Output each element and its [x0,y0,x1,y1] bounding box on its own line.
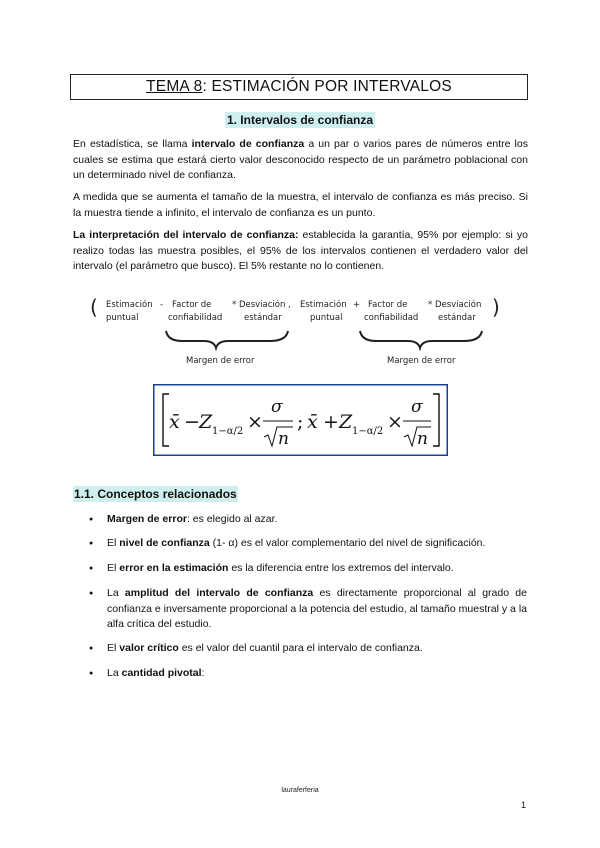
formula-z-2: Z [339,411,353,433]
formula-z-1: Z [199,411,213,433]
p1-text-c: a un par o varios pares de números entre los cuales se estima que estará cierto valor desconocido respecto de un parámetro poblacional con un determinado nivel de confianza. [73,138,528,181]
p1-bold: intervalo de confianza [191,138,305,150]
diagram-plus: + [353,300,361,310]
bullet-5-bold: valor crítico [119,642,179,654]
bullet-5-pre: El [107,642,120,654]
p3-text: establecida la garantía, 95% por ejemplo: si yo realizo todas las muestra posibles, el 95% de los intervalos contienen el verdadero valor del intervalo (el parámetro que busco). El 5% restante no lo contienen. [73,229,528,272]
bullet-6-pre: La [107,667,122,679]
bullet-3-bold: error en la estimación [119,562,229,574]
formula-sigma-1: σ [271,397,283,417]
bullet-5-text: es el valor del cuantil para el intervalo de confianza. [178,642,423,654]
p2-text: A medida que se aumenta el tamaño de la muestra, el intervalo de confianza es más preciso. Si la muestra tiende a infinito, el intervalo de confianza es un punto. [73,191,528,219]
formula-plus: + [323,411,339,433]
formula-xbar-1: x̄ [169,411,180,433]
formula-n-2: n [417,429,428,449]
diagram-est2-l2: puntual [310,313,343,323]
p3-bold: La interpretación del intervalo de confianza: [73,229,299,241]
diagram-margin2: Margen de error [387,356,456,366]
bullet-1-bold: Margen de error [107,513,187,525]
bullet-4-text: es directamente proporcional al grado de confianza e inversamente proporcional a la potencia del estudio, al tamaño muestral y a la alfa crítica del estudio. [107,587,527,630]
formula-xbar-2: x̄ [307,411,318,433]
formula-semicolon: ; [297,411,304,433]
formula-minus: − [184,411,200,433]
diagram-fac1-l1: Factor de [172,300,212,310]
formula-times-2: × [387,411,403,433]
list-item [107,536,527,552]
bullet-1-text: : es elegido al azar. [186,513,278,525]
footer-author: lauraferferia [281,787,319,794]
formula-times-1: × [247,411,263,433]
diagram-est2-l1: Estimación [300,300,347,310]
diagram-dev1-l1: * Desviación [232,300,286,310]
section-heading-1-1-text: 1.1. Conceptos relacionados [74,487,237,501]
list-item [107,586,527,633]
list-item [107,641,527,657]
bullet-6-bold: cantidad pivotal [121,667,202,679]
p1-text-a: En estadística, se llama [73,138,192,150]
formula-sub-1: 1−α/2 [212,426,244,437]
diagram-minus: - [160,300,164,310]
diagram-open-paren: ( [90,295,98,319]
diagram-dev2-l2: estándar [438,313,476,323]
list-item [107,512,527,528]
bullet-2-bold: nivel de confianza [119,537,210,549]
bullet-6-text: : [201,667,205,679]
diagram-fac2-l1: Factor de [368,300,408,310]
formula-sub-2: 1−α/2 [352,426,384,437]
bullet-3-text: es la diferencia entre los extremos del intervalo. [228,562,454,574]
page-number: 1 [521,800,527,810]
title-rest: : ESTIMACIÓN POR INTERVALOS [202,78,452,95]
title-prefix: TEMA 8 [146,78,203,95]
diagram-dev2-l1: * Desviación [428,300,482,310]
list-item [107,561,527,577]
diagram-est1-l2: puntual [106,313,139,323]
diagram-fac2-l2: confiabilidad [364,313,419,323]
diagram-dev1-l2: estándar [244,313,282,323]
list-item [107,666,527,682]
diagram-comma: , [288,300,291,310]
diagram-margin1: Margen de error [186,356,255,366]
section-heading-1-text: 1. Intervalos de confianza [226,113,374,127]
bullet-3-pre: El [107,562,120,574]
diagram-close-paren: ) [492,295,500,319]
formula-sigma-2: σ [411,397,423,417]
bullet-4-pre: La [107,587,125,599]
diagram-est1-l1: Estimación [106,300,153,310]
bullet-2-pre: El [107,537,120,549]
bullet-4-bold: amplitud del intervalo de confianza [124,587,314,599]
formula-n-1: n [278,429,289,449]
diagram-fac1-l2: confiabilidad [168,313,223,323]
bullet-2-text: (1- α) es el valor complementario del nivel de significación. [209,537,486,549]
